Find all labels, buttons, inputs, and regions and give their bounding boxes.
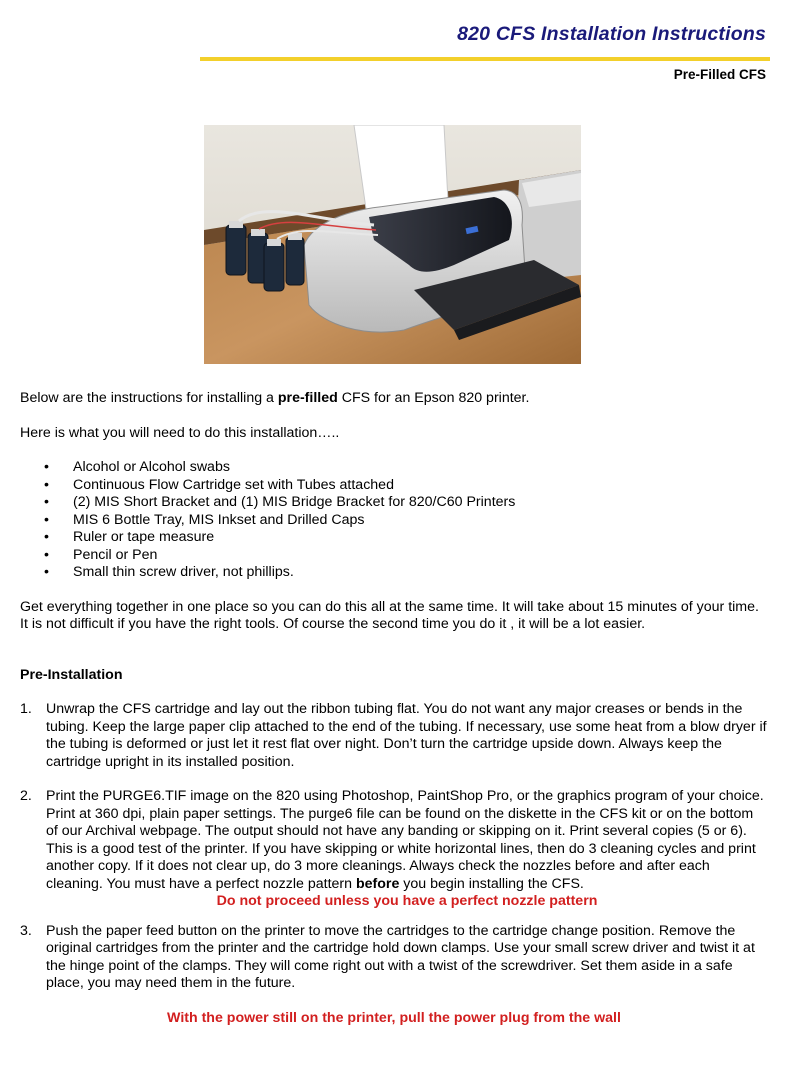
bullet-icon: •	[44, 529, 49, 545]
step-text: Push the paper feed button on the printer to move the cartridges to the cartridge change position. Remove the original cartridges from the printer and the cartridge hold down clamps. Use your small screw driver and twist it at the hinge point of the clamps. They will come right out with a twist of the screwdriver. Set them aside in a safe place, you may need them in the future.	[46, 922, 755, 991]
bullet-icon: •	[44, 494, 49, 510]
step-2	[20, 788, 768, 911]
step-number: 1.	[20, 701, 32, 717]
steps-list	[20, 701, 768, 993]
document-title: 820 CFS Installation Instructions	[457, 23, 766, 45]
closing-paragraph: Get everything together in one place so you can do this all at the same time. It will take about 15 minutes of your time. It is not difficult if you have the right tools. Of course the second time you do it , it will be a lot easier.	[20, 598, 759, 632]
step-text: Unwrap the CFS cartridge and lay out the ribbon tubing flat. You do not want any major creases or bends in the tubing. Keep the large paper clip attached to the end of the tubing. If necessary, use some heat from a blow dryer if the tubing is deformed or just let it rest flat over night. Don’t turn the cartridge upside down. Always keep the cartridge upright in its installed position.	[46, 701, 767, 770]
list-item: • Pencil or Pen	[44, 546, 158, 563]
step-number: 3.	[20, 922, 32, 939]
intro-paragraph: Below are the instructions for installing a pre-filled CFS for an Epson 820 printer.	[20, 390, 530, 406]
emphasis-before: before	[355, 875, 400, 892]
step-number: 2.	[20, 788, 32, 804]
list-item: • Continuous Flow Cartridge set with Tubes attached	[44, 476, 394, 493]
emphasis-prefilled: pre-filled	[277, 390, 338, 406]
requirements-list	[20, 459, 768, 582]
step-3	[20, 923, 768, 993]
printer-photo	[204, 125, 581, 364]
document-subtitle: Pre-Filled CFS	[673, 67, 766, 82]
step-text: Print the PURGE6.TIF image on the 820 using Photoshop, PaintShop Pro, or the graphics program of your choice. Print at 360 dpi, plain paper settings. The purge6 file can be found on the diskette in the CFS kit or on the bottom of our Archival webpage. The output should not have any banding or skipping on it. Print several copies (5 or 6). This is a good test of the printer. If you have skipping or white horizontal lines, then do 3 cleaning cycles and print another copy. If it does not clear up, do 3 more cleanings. Always check the nozzles before and after each cleaning. You must have a perfect nozzle pattern before you begin installing the CFS.	[46, 788, 764, 892]
bullet-icon: •	[44, 546, 49, 563]
bullet-icon: •	[44, 459, 49, 475]
list-item: • (2) MIS Short Bracket and (1) MIS Bridge Bracket for 820/C60 Printers	[44, 494, 516, 510]
requirements-heading: Here is what you will need to do this installation…..	[20, 424, 340, 441]
bullet-icon: •	[44, 511, 49, 528]
list-item: • MIS 6 Bottle Tray, MIS Inkset and Drilled Caps	[44, 511, 365, 528]
list-item: • Ruler or tape measure	[44, 529, 215, 545]
instructions-body	[20, 390, 768, 1027]
list-item: • Small thin screw driver, not phillips.	[44, 564, 294, 580]
bullet-icon: •	[44, 564, 49, 580]
nozzle-warning: Do not proceed unless you have a perfect nozzle pattern	[216, 893, 598, 909]
title-underline	[200, 57, 770, 61]
power-warning: With the power still on the printer, pull the power plug from the wall	[167, 1009, 621, 1026]
list-item: • Alcohol or Alcohol swabs	[44, 459, 230, 475]
step-1	[20, 701, 768, 771]
section-heading: Pre-Installation	[20, 666, 123, 683]
bullet-icon: •	[44, 476, 49, 493]
